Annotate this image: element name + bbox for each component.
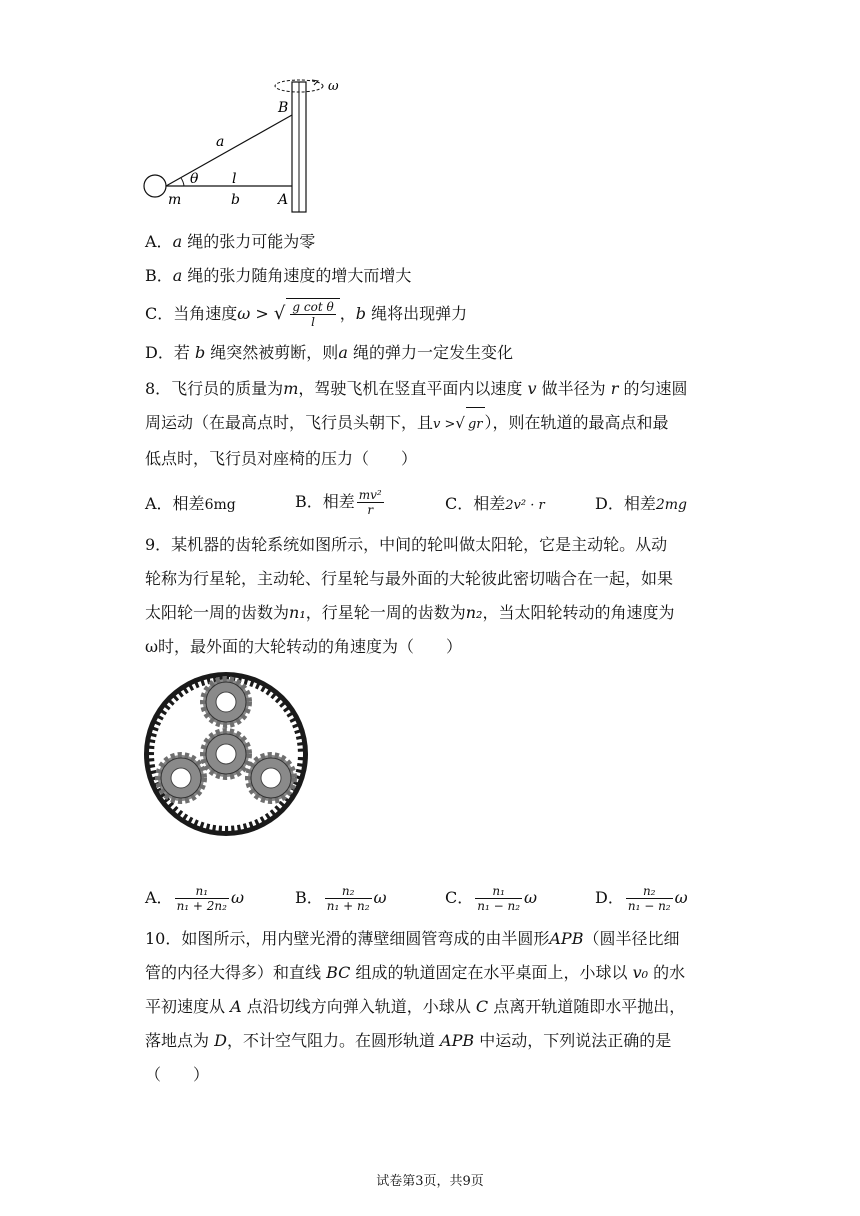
gear-system-diagram — [143, 670, 309, 838]
point-b-label: B — [278, 100, 289, 116]
sqrt-icon: √ — [455, 414, 465, 432]
q8-option-c[interactable]: C．相差2v² · r — [445, 494, 545, 513]
q9-option-a[interactable]: A． $\frac{\text{n₁}}{\text{n₁ + 2n₂}}$ ω — [145, 884, 245, 913]
q7-option-d[interactable]: D．若 b 绳突然被剪断，则a 绳的弹力一定发生变化 — [145, 343, 513, 362]
q7-option-a[interactable]: A．a 绳的张力可能为零 — [145, 232, 316, 251]
page-footer: 试卷第3页，共9页 — [376, 1174, 484, 1189]
string-b-label: b — [231, 192, 240, 208]
omega-label: ω — [328, 79, 339, 94]
mass-m-label: m — [168, 192, 182, 208]
q7-option-b[interactable]: B．a 绳的张力随角速度的增大而增大 — [145, 266, 412, 285]
q9-option-d[interactable]: D． $\frac{\text{n₂}}{\text{n₁ − n₂}}$ ω — [595, 884, 688, 913]
q8-stem: 8．飞行员的质量为m，驾驶飞机在竖直平面内以速度 v 做半径为 r 的匀速圆 周运动（在最高点时，飞行员头朝下，且v >√ gr ），则在轨道的最高点和最 低点时，飞行员对座椅的压力（ ） — [145, 379, 688, 468]
q9-option-b[interactable]: B． $\frac{\text{n₂}}{\text{n₁ + n₂}}$ ω — [295, 884, 387, 913]
sqrt-icon: √ — [273, 303, 286, 324]
q9-stem: 9．某机器的齿轮系统如图所示，中间的轮叫做太阳轮，它是主动轮。从动 轮称为行星轮，主动轮、行星轮与最外面的大轮彼此密切啮合在一起，如果 太阳轮一周的齿数为n₁，行星轮一周的齿数为n₂，当太阳轮转动的角速度为 ω时，最外面的大轮转动的角速度为（ ） — [145, 535, 675, 656]
q8-option-b[interactable]: B．相差 $\frac{\text{mv²}}{r}$ — [295, 488, 382, 517]
q10-stem: 10．如图所示，用内壁光滑的薄壁细圆管弯成的由半圆形APB（圆半径比细 管的内径大得多）和直线 BC 组成的轨道固定在水平桌面上，小球以 v₀ 的水 平初速度从 A 点沿切线方向弹入轨道，小球从 C 点离开轨道随即水平抛出， 落地点为 D，不计空气阻力。在圆形轨道 APB 中运动，下列说法正确的是 （ ） — [145, 929, 686, 1084]
theta-label: θ — [190, 171, 199, 187]
string-a-label: a — [216, 134, 225, 150]
q8-option-a[interactable]: A．相差6mg — [145, 494, 236, 513]
q8-option-d[interactable]: D．相差2mg — [595, 494, 687, 513]
point-a-label: A — [278, 192, 289, 208]
length-l-label: l — [232, 171, 237, 187]
rod-string-diagram — [140, 70, 360, 218]
q7-option-c[interactable]: C．当角速度ω > √ $\frac{\text{g cot θ}}{l}$ ，b 绳将出现弹力 — [145, 300, 468, 329]
q9-option-c[interactable]: C． $\frac{\text{n₁}}{\text{n₁ − n₂}}$ ω — [445, 884, 538, 913]
